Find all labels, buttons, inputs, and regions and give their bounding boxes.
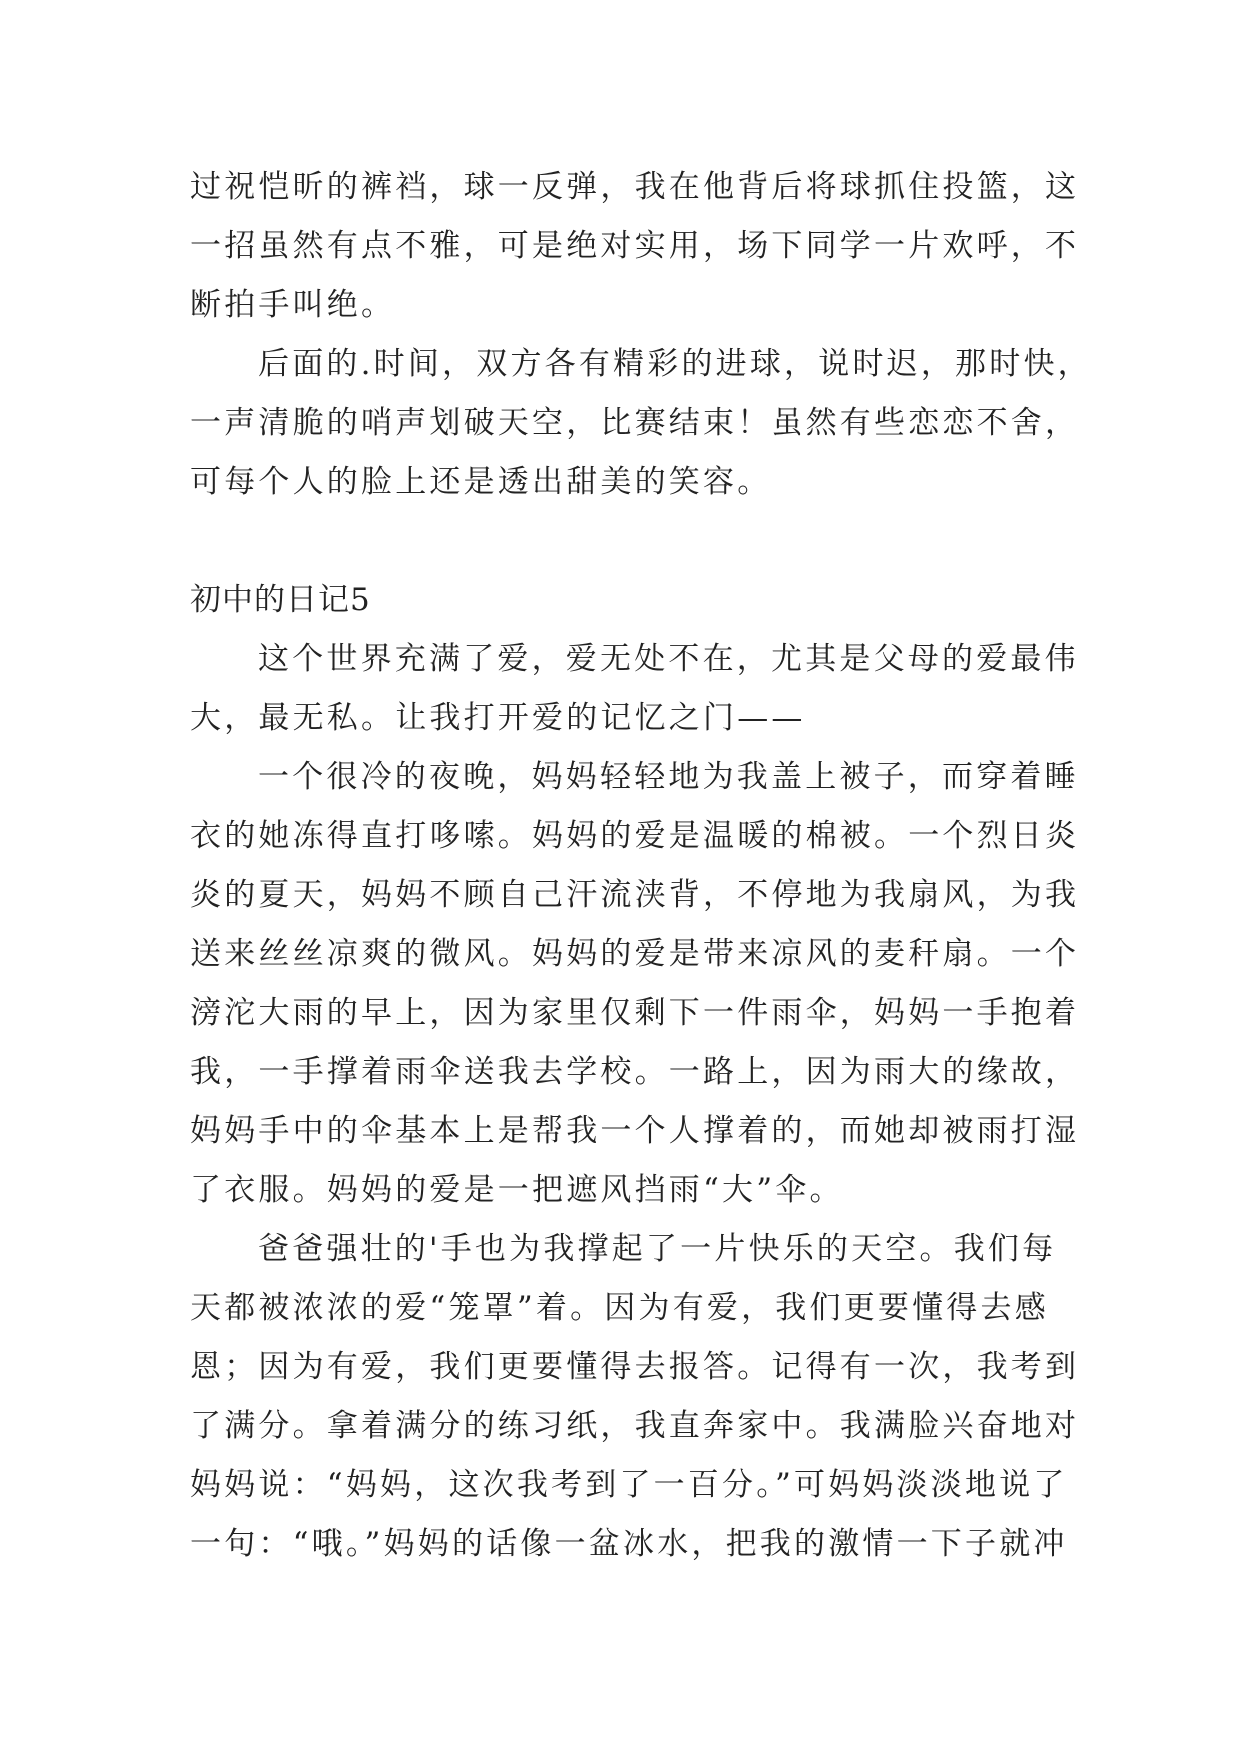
text-line: 断拍手叫绝。 [190, 287, 396, 323]
section-spacer [190, 512, 1055, 571]
text-line: 一声清脆的哨声划破天空，比赛结束！虽然有些恋恋不舍， [190, 405, 1080, 441]
text-line: 过祝恺昕的裤裆，球一反弹，我在他背后将球抓住投篮，这 [190, 169, 1080, 205]
text-line: 送来丝丝凉爽的微风。妈妈的爱是带来凉风的麦秆扇。一个 [190, 936, 1080, 972]
text-line: 妈妈手中的伞基本上是帮我一个人撑着的，而她却被雨打湿 [190, 1113, 1080, 1149]
text-line: 后面的.时间，双方各有精彩的进球，说时迟，那时快， [258, 346, 1092, 382]
text-line: 炎的夏天，妈妈不顾自己汗流浃背，不停地为我扇风，为我 [190, 877, 1080, 913]
text-line: 这个世界充满了爱，爱无处不在，尤其是父母的爱最伟 [258, 641, 1079, 677]
text-line: 天都被浓浓的爱“笼罩”着。因为有爱，我们更要懂得去感 [190, 1290, 1049, 1326]
document-body [190, 158, 1092, 1574]
text-line: 了满分。拿着满分的练习纸，我直奔家中。我满脸兴奋地对 [190, 1408, 1080, 1444]
paragraph-match-over [190, 335, 1092, 512]
text-line: 了衣服。妈妈的爱是一把遮风挡雨“大”伞。 [190, 1172, 844, 1208]
text-line: 可每个人的脸上还是透出甜美的笑容。 [190, 464, 772, 500]
text-line: 妈妈说：“妈妈，这次我考到了一百分。”可妈妈淡淡地说了 [190, 1467, 1068, 1503]
text-line: 一个很冷的夜晚，妈妈轻轻地为我盖上被子，而穿着睡 [258, 759, 1079, 795]
text-line: 一招虽然有点不雅，可是绝对实用，场下同学一片欢呼，不 [190, 228, 1080, 264]
text-line: 爸爸强壮的'手也为我撑起了一片快乐的天空。我们每 [258, 1231, 1057, 1267]
paragraph-love-intro [190, 630, 1079, 748]
text-line: 我，一手撑着雨伞送我去学校。一路上，因为雨大的缘故， [190, 1054, 1080, 1090]
paragraph-mother-love [190, 748, 1080, 1220]
text-line: 恩；因为有爱，我们更要懂得去报答。记得有一次，我考到 [190, 1349, 1080, 1385]
text-line: 滂沱大雨的早上，因为家里仅剩下一件雨伞，妈妈一手抱着 [190, 995, 1080, 1031]
paragraph-father-love [190, 1220, 1080, 1574]
text-line: 大，最无私。让我打开爱的记忆之门—— [190, 700, 806, 736]
paragraph-basketball-end [190, 158, 1080, 335]
section-heading: 初中的日记5 [190, 582, 371, 618]
text-line: 衣的她冻得直打哆嗦。妈妈的爱是温暖的棉被。一个烈日炎 [190, 818, 1080, 854]
text-line: 一句：“哦。”妈妈的话像一盆冰水，把我的激情一下子就冲 [190, 1526, 1068, 1562]
